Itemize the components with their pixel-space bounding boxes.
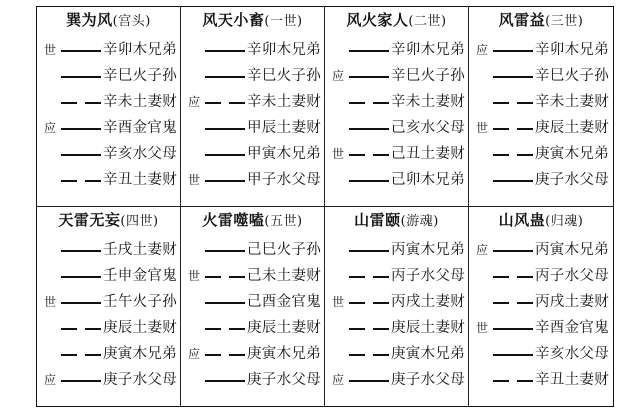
hexagram-generation: (三世) bbox=[545, 14, 584, 29]
line-text: 甲子水父母 bbox=[247, 172, 321, 188]
line-text: 辛亥水父母 bbox=[103, 146, 177, 162]
hexagram-title bbox=[325, 207, 468, 233]
line-text: 辛未土妻财 bbox=[103, 94, 177, 110]
shi-ying-mark: 应 bbox=[331, 69, 344, 83]
yao-line bbox=[37, 289, 180, 315]
yin-line-icon bbox=[349, 328, 389, 330]
hexagram-title bbox=[37, 7, 180, 33]
shi-ying-mark: 世 bbox=[475, 320, 488, 335]
hexagram-name: 山雷颐 bbox=[354, 210, 401, 229]
hexagram-cell bbox=[37, 207, 181, 407]
line-list bbox=[325, 233, 468, 393]
line-text: 己亥水父母 bbox=[391, 120, 465, 136]
yao-line bbox=[325, 63, 468, 89]
yin-line-icon bbox=[61, 354, 101, 356]
line-list bbox=[181, 233, 324, 393]
yao-line bbox=[469, 89, 613, 115]
hexagram-cell bbox=[181, 207, 325, 407]
yang-line-icon bbox=[61, 128, 101, 130]
yao-line bbox=[37, 167, 180, 193]
line-text: 己丑土妻财 bbox=[391, 146, 465, 162]
yin-line-icon bbox=[493, 128, 533, 130]
line-text: 丙寅木兄弟 bbox=[535, 241, 609, 258]
hexagram-name: 巽为风 bbox=[66, 11, 113, 29]
yang-line-icon bbox=[493, 76, 533, 78]
yao-line bbox=[325, 367, 468, 393]
shi-ying-mark: 世 bbox=[187, 173, 200, 187]
line-text: 辛酉金官鬼 bbox=[103, 120, 177, 136]
shi-ying-mark: 应 bbox=[475, 43, 488, 57]
yang-line-icon bbox=[493, 250, 533, 252]
yang-line-icon bbox=[61, 154, 101, 156]
line-text: 壬申金官鬼 bbox=[103, 267, 177, 284]
yao-line bbox=[37, 63, 180, 89]
line-text: 庚辰土妻财 bbox=[391, 319, 465, 336]
yin-line-icon bbox=[61, 102, 101, 104]
line-list bbox=[469, 233, 613, 393]
yang-line-icon bbox=[205, 302, 245, 304]
yao-line bbox=[37, 341, 180, 367]
yao-line bbox=[37, 89, 180, 115]
yao-line bbox=[469, 167, 613, 193]
yao-line bbox=[181, 289, 324, 315]
yao-line bbox=[181, 315, 324, 341]
hexagram-generation: (四世) bbox=[120, 213, 159, 229]
yang-line-icon bbox=[61, 276, 101, 278]
yao-line bbox=[469, 263, 613, 289]
line-text: 庚寅木兄弟 bbox=[535, 146, 609, 162]
yao-line bbox=[181, 63, 324, 89]
yao-line bbox=[181, 341, 324, 367]
line-text: 己未土妻财 bbox=[247, 267, 321, 284]
yao-line bbox=[469, 289, 613, 315]
yao-line bbox=[37, 237, 180, 263]
yao-line bbox=[181, 367, 324, 393]
line-text: 辛未土妻财 bbox=[535, 94, 609, 110]
hexagram-name: 风雷益 bbox=[498, 11, 546, 29]
yang-line-icon bbox=[349, 128, 389, 130]
line-text: 辛巳火子孙 bbox=[103, 68, 177, 84]
yang-line-icon bbox=[205, 154, 245, 156]
line-text: 辛卯木兄弟 bbox=[103, 42, 177, 58]
yao-line bbox=[469, 367, 613, 393]
yin-line-icon bbox=[349, 302, 389, 304]
hexagram-cell bbox=[469, 207, 613, 407]
hexagram-name: 风火家人 bbox=[346, 11, 409, 29]
hexagram-title bbox=[469, 207, 613, 233]
line-text: 丙子水父母 bbox=[391, 267, 465, 284]
yang-line-icon bbox=[493, 354, 533, 356]
line-text: 己酉金官鬼 bbox=[247, 293, 321, 310]
yin-line-icon bbox=[205, 354, 245, 356]
yin-line-icon bbox=[61, 180, 101, 182]
yao-line bbox=[469, 141, 613, 167]
line-text: 甲寅木兄弟 bbox=[247, 146, 321, 162]
line-text: 辛卯木兄弟 bbox=[391, 42, 465, 58]
hexagram-name: 天雷无妄 bbox=[58, 210, 121, 229]
yang-line-icon bbox=[61, 380, 101, 382]
line-text: 辛巳火子孙 bbox=[535, 68, 609, 84]
yao-line bbox=[325, 341, 468, 367]
yang-line-icon bbox=[205, 180, 245, 182]
line-text: 庚寅木兄弟 bbox=[247, 345, 321, 362]
yang-line-icon bbox=[61, 302, 101, 304]
line-text: 庚子水父母 bbox=[103, 371, 177, 388]
yao-line bbox=[325, 237, 468, 263]
hexagram-cell bbox=[37, 7, 181, 207]
yao-line bbox=[325, 141, 468, 167]
yao-line bbox=[181, 263, 324, 289]
line-text: 庚子水父母 bbox=[247, 371, 321, 388]
hexagram-cell bbox=[469, 7, 613, 207]
line-text: 丙戌土妻财 bbox=[391, 293, 465, 310]
hexagram-title bbox=[37, 207, 180, 233]
line-text: 庚子水父母 bbox=[535, 172, 609, 188]
yao-line bbox=[181, 167, 324, 193]
yao-line bbox=[37, 315, 180, 341]
yang-line-icon bbox=[205, 380, 245, 382]
line-text: 丙寅木兄弟 bbox=[391, 241, 465, 258]
line-list bbox=[325, 33, 468, 193]
yin-line-icon bbox=[349, 354, 389, 356]
hexagram-name: 山风蛊 bbox=[498, 210, 546, 229]
yang-line-icon bbox=[61, 76, 101, 78]
line-list bbox=[181, 33, 324, 193]
yin-line-icon bbox=[349, 276, 389, 278]
line-text: 辛巳火子孙 bbox=[247, 68, 321, 84]
yao-line bbox=[37, 115, 180, 141]
yang-line-icon bbox=[349, 50, 389, 52]
shi-ying-mark: 世 bbox=[331, 147, 344, 161]
yin-line-icon bbox=[349, 102, 389, 104]
yin-line-icon bbox=[493, 380, 533, 382]
yang-line-icon bbox=[205, 50, 245, 52]
shi-ying-mark: 应 bbox=[187, 95, 200, 109]
hexagram-cell bbox=[181, 7, 325, 207]
shi-ying-mark: 世 bbox=[187, 268, 200, 283]
line-text: 己巳火子孙 bbox=[247, 241, 321, 258]
shi-ying-mark: 世 bbox=[43, 43, 56, 57]
yao-line bbox=[469, 237, 613, 263]
yao-line bbox=[37, 37, 180, 63]
yao-line bbox=[37, 263, 180, 289]
yao-line bbox=[181, 37, 324, 63]
shi-ying-mark: 应 bbox=[475, 242, 488, 257]
yang-line-icon bbox=[205, 128, 245, 130]
yin-line-icon bbox=[205, 328, 245, 330]
hexagram-generation: (二世) bbox=[408, 14, 447, 29]
yang-line-icon bbox=[493, 180, 533, 182]
yao-line bbox=[325, 315, 468, 341]
hexagram-title bbox=[325, 7, 468, 33]
yao-line bbox=[325, 289, 468, 315]
yao-line bbox=[181, 89, 324, 115]
yao-line bbox=[325, 37, 468, 63]
line-text: 辛未土妻财 bbox=[247, 94, 321, 110]
yang-line-icon bbox=[61, 250, 101, 252]
yang-line-icon bbox=[205, 250, 245, 252]
yin-line-icon bbox=[493, 102, 533, 104]
hexagram-name: 火雷噬嗑 bbox=[202, 210, 265, 229]
yao-line bbox=[469, 63, 613, 89]
yao-line bbox=[325, 89, 468, 115]
line-text: 丙戌土妻财 bbox=[535, 293, 609, 310]
line-text: 壬戌土妻财 bbox=[103, 241, 177, 258]
shi-ying-mark: 应 bbox=[43, 121, 56, 135]
shi-ying-mark: 世 bbox=[331, 294, 344, 309]
hexagram-generation: (宫头) bbox=[112, 14, 151, 29]
hexagram-title bbox=[469, 7, 613, 33]
yang-line-icon bbox=[349, 250, 389, 252]
line-text: 庚子水父母 bbox=[391, 371, 465, 388]
line-text: 辛卯木兄弟 bbox=[535, 42, 609, 58]
line-list bbox=[37, 33, 180, 193]
hexagram-name: 风天小畜 bbox=[202, 11, 265, 29]
hexagram-generation: (一世) bbox=[264, 14, 303, 29]
shi-ying-mark: 应 bbox=[331, 372, 344, 387]
yang-line-icon bbox=[493, 50, 533, 52]
line-text: 甲辰土妻财 bbox=[247, 120, 321, 136]
hexagram-generation: (五世) bbox=[264, 213, 303, 229]
line-text: 辛丑土妻财 bbox=[535, 371, 609, 388]
yao-line bbox=[37, 367, 180, 393]
yao-line bbox=[181, 141, 324, 167]
line-text: 辛未土妻财 bbox=[391, 94, 465, 110]
line-text: 庚辰土妻财 bbox=[103, 319, 177, 336]
line-list bbox=[37, 233, 180, 393]
hexagram-generation: (归魂) bbox=[545, 213, 584, 229]
line-text: 丙子水父母 bbox=[535, 267, 609, 284]
hexagram-table bbox=[36, 6, 614, 407]
hexagram-cell bbox=[325, 207, 469, 407]
line-list bbox=[469, 33, 613, 193]
shi-ying-mark: 应 bbox=[187, 346, 200, 361]
line-text: 己卯木兄弟 bbox=[391, 172, 465, 188]
line-text: 庚寅木兄弟 bbox=[391, 345, 465, 362]
yao-line bbox=[325, 263, 468, 289]
shi-ying-mark: 世 bbox=[475, 121, 488, 135]
yang-line-icon bbox=[349, 180, 389, 182]
yang-line-icon bbox=[205, 76, 245, 78]
hexagram-generation: (游魂) bbox=[400, 213, 439, 229]
line-text: 壬午火子孙 bbox=[103, 293, 177, 310]
line-text: 辛亥水父母 bbox=[535, 345, 609, 362]
yao-line bbox=[37, 141, 180, 167]
yin-line-icon bbox=[205, 276, 245, 278]
yin-line-icon bbox=[493, 276, 533, 278]
yao-line bbox=[181, 237, 324, 263]
line-text: 辛卯木兄弟 bbox=[247, 42, 321, 58]
yang-line-icon bbox=[349, 380, 389, 382]
yin-line-icon bbox=[349, 154, 389, 156]
hexagram-cell bbox=[325, 7, 469, 207]
shi-ying-mark: 应 bbox=[43, 372, 56, 387]
hexagram-title bbox=[181, 7, 324, 33]
line-text: 庚辰土妻财 bbox=[247, 319, 321, 336]
shi-ying-mark: 世 bbox=[43, 294, 56, 309]
line-text: 辛丑土妻财 bbox=[103, 172, 177, 188]
yao-line bbox=[469, 315, 613, 341]
line-text: 辛巳火子孙 bbox=[391, 68, 465, 84]
yang-line-icon bbox=[349, 76, 389, 78]
hexagram-title bbox=[181, 207, 324, 233]
yao-line bbox=[469, 115, 613, 141]
yin-line-icon bbox=[493, 302, 533, 304]
yao-line bbox=[469, 341, 613, 367]
yao-line bbox=[325, 167, 468, 193]
yang-line-icon bbox=[493, 328, 533, 330]
line-text: 庚寅木兄弟 bbox=[103, 345, 177, 362]
yin-line-icon bbox=[61, 328, 101, 330]
yang-line-icon bbox=[61, 50, 101, 52]
yao-line bbox=[181, 115, 324, 141]
yao-line bbox=[469, 37, 613, 63]
yin-line-icon bbox=[493, 154, 533, 156]
yao-line bbox=[325, 115, 468, 141]
yin-line-icon bbox=[205, 102, 245, 104]
line-text: 庚辰土妻财 bbox=[535, 120, 609, 136]
line-text: 辛酉金官鬼 bbox=[535, 319, 609, 336]
